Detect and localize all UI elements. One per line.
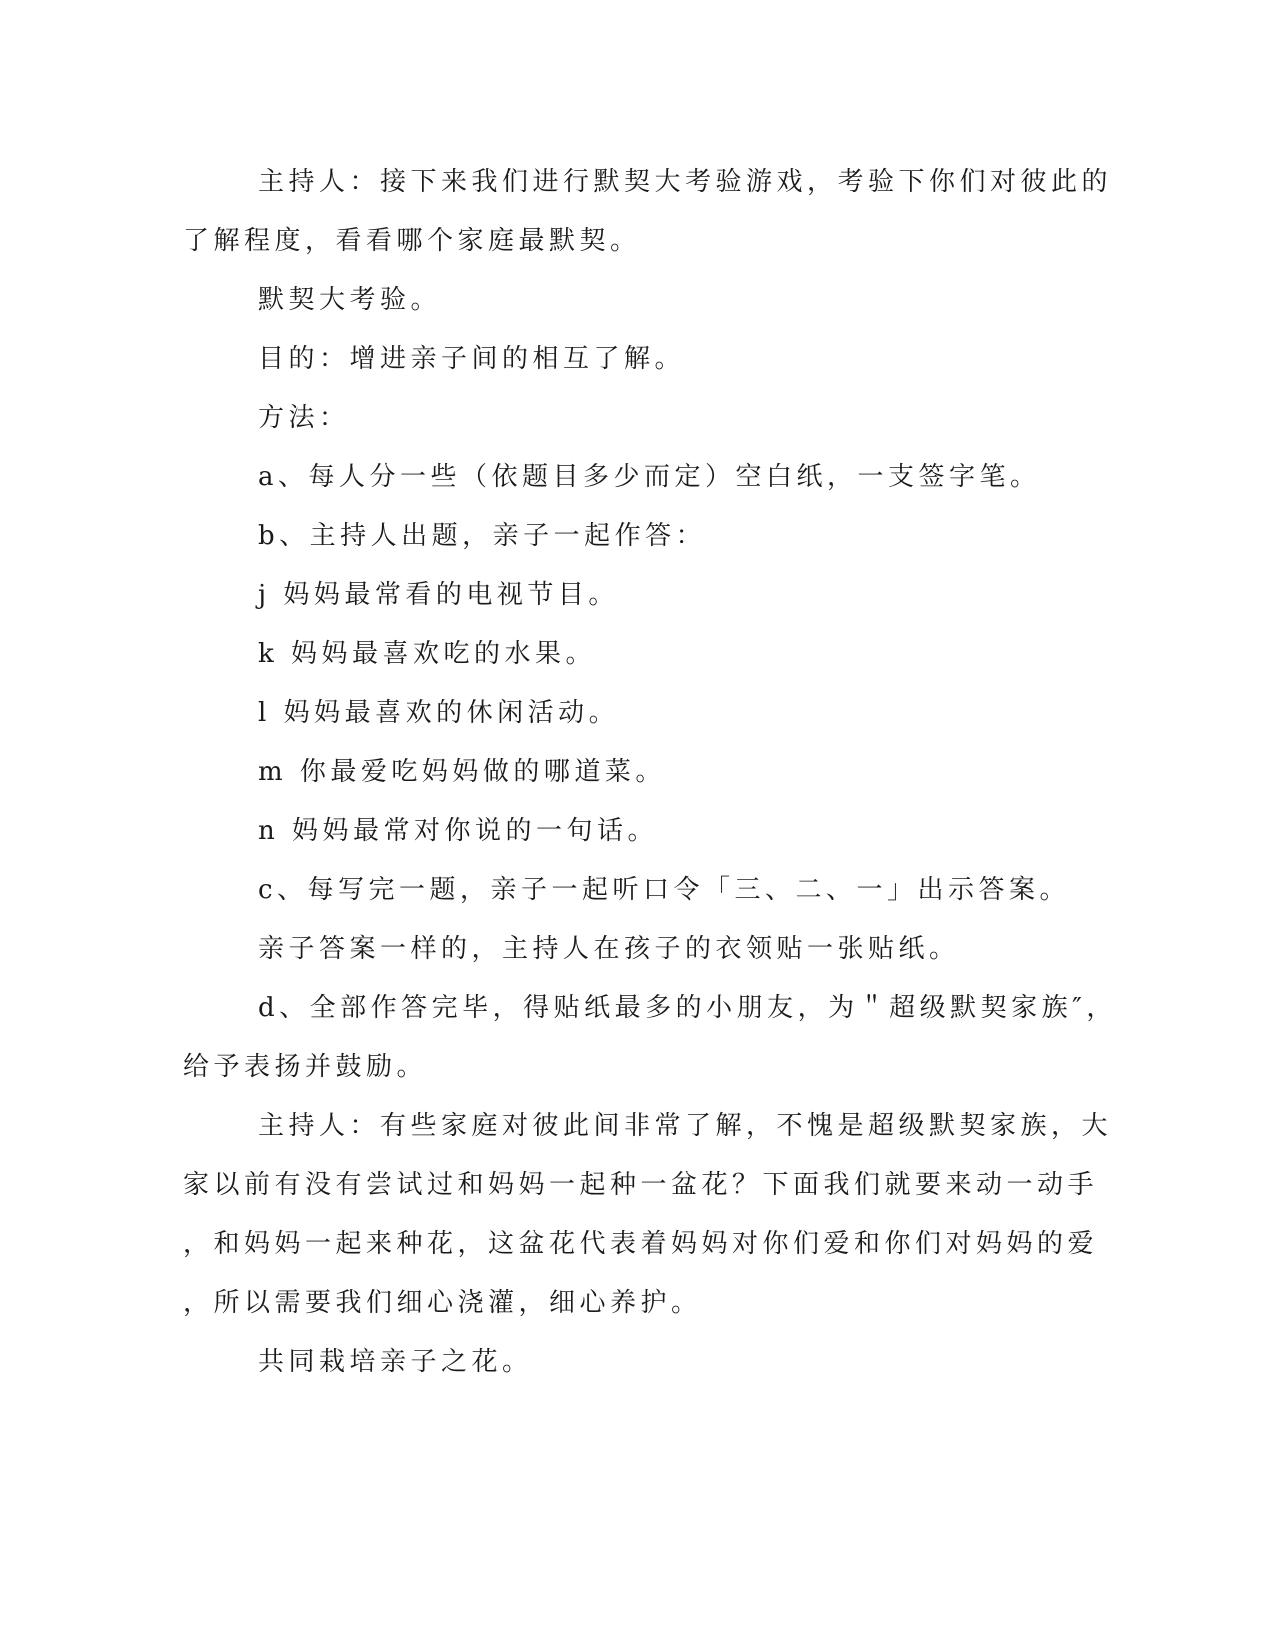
method-step-c-note: 亲子答案一样的，主持人在孩子的衣领贴一张贴纸。 <box>258 934 960 964</box>
method-step-b: b、主持人出题，亲子一起作答： <box>258 521 707 551</box>
paragraph-host-intro-line-2: 了解程度，看看哪个家庭最默契。 <box>183 226 641 256</box>
method-step-c: c、每写完一题，亲子一起听口令「三、二、一」出示答案。 <box>258 875 1071 905</box>
game-purpose: 目的：增进亲子间的相互了解。 <box>258 344 686 374</box>
question-l: l 妈妈最喜欢的休闲活动。 <box>258 698 620 728</box>
paragraph-host-flower-line-3: ，和妈妈一起来种花，这盆花代表着妈妈对你们爱和你们对妈妈的爱 <box>183 1229 1099 1259</box>
method-step-a: a、每人分一些（依题目多少而定）空白纸，一支签字笔。 <box>258 462 1041 492</box>
game-title: 默契大考验。 <box>258 285 442 315</box>
paragraph-host-flower-line-4: ，所以需要我们细心浇灌，细心养护。 <box>183 1288 702 1318</box>
method-step-d-line-2: 给予表扬并鼓励。 <box>183 1052 428 1082</box>
section-title-flower: 共同栽培亲子之花。 <box>258 1347 533 1377</box>
question-m: m 你最爱吃妈妈做的哪道菜。 <box>258 757 666 787</box>
paragraph-host-flower-line-1: 主持人：有些家庭对彼此间非常了解，不愧是超级默契家族，大 <box>258 1111 1113 1141</box>
question-j: j 妈妈最常看的电视节目。 <box>258 580 619 610</box>
paragraph-host-flower-line-2: 家以前有没有尝试过和妈妈一起种一盆花？下面我们就要来动一动手 <box>183 1170 1099 1200</box>
paragraph-host-intro-line-1: 主持人：接下来我们进行默契大考验游戏，考验下你们对彼此的 <box>258 167 1113 197</box>
question-n: n 妈妈最常对你说的一句话。 <box>258 816 659 846</box>
question-k: k 妈妈最喜欢吃的水果。 <box>258 639 597 669</box>
method-heading: 方法： <box>258 403 350 433</box>
method-step-d-line-1: d、全部作答完毕，得贴纸最多的小朋友，为＂超级默契家族″， <box>258 993 1117 1023</box>
